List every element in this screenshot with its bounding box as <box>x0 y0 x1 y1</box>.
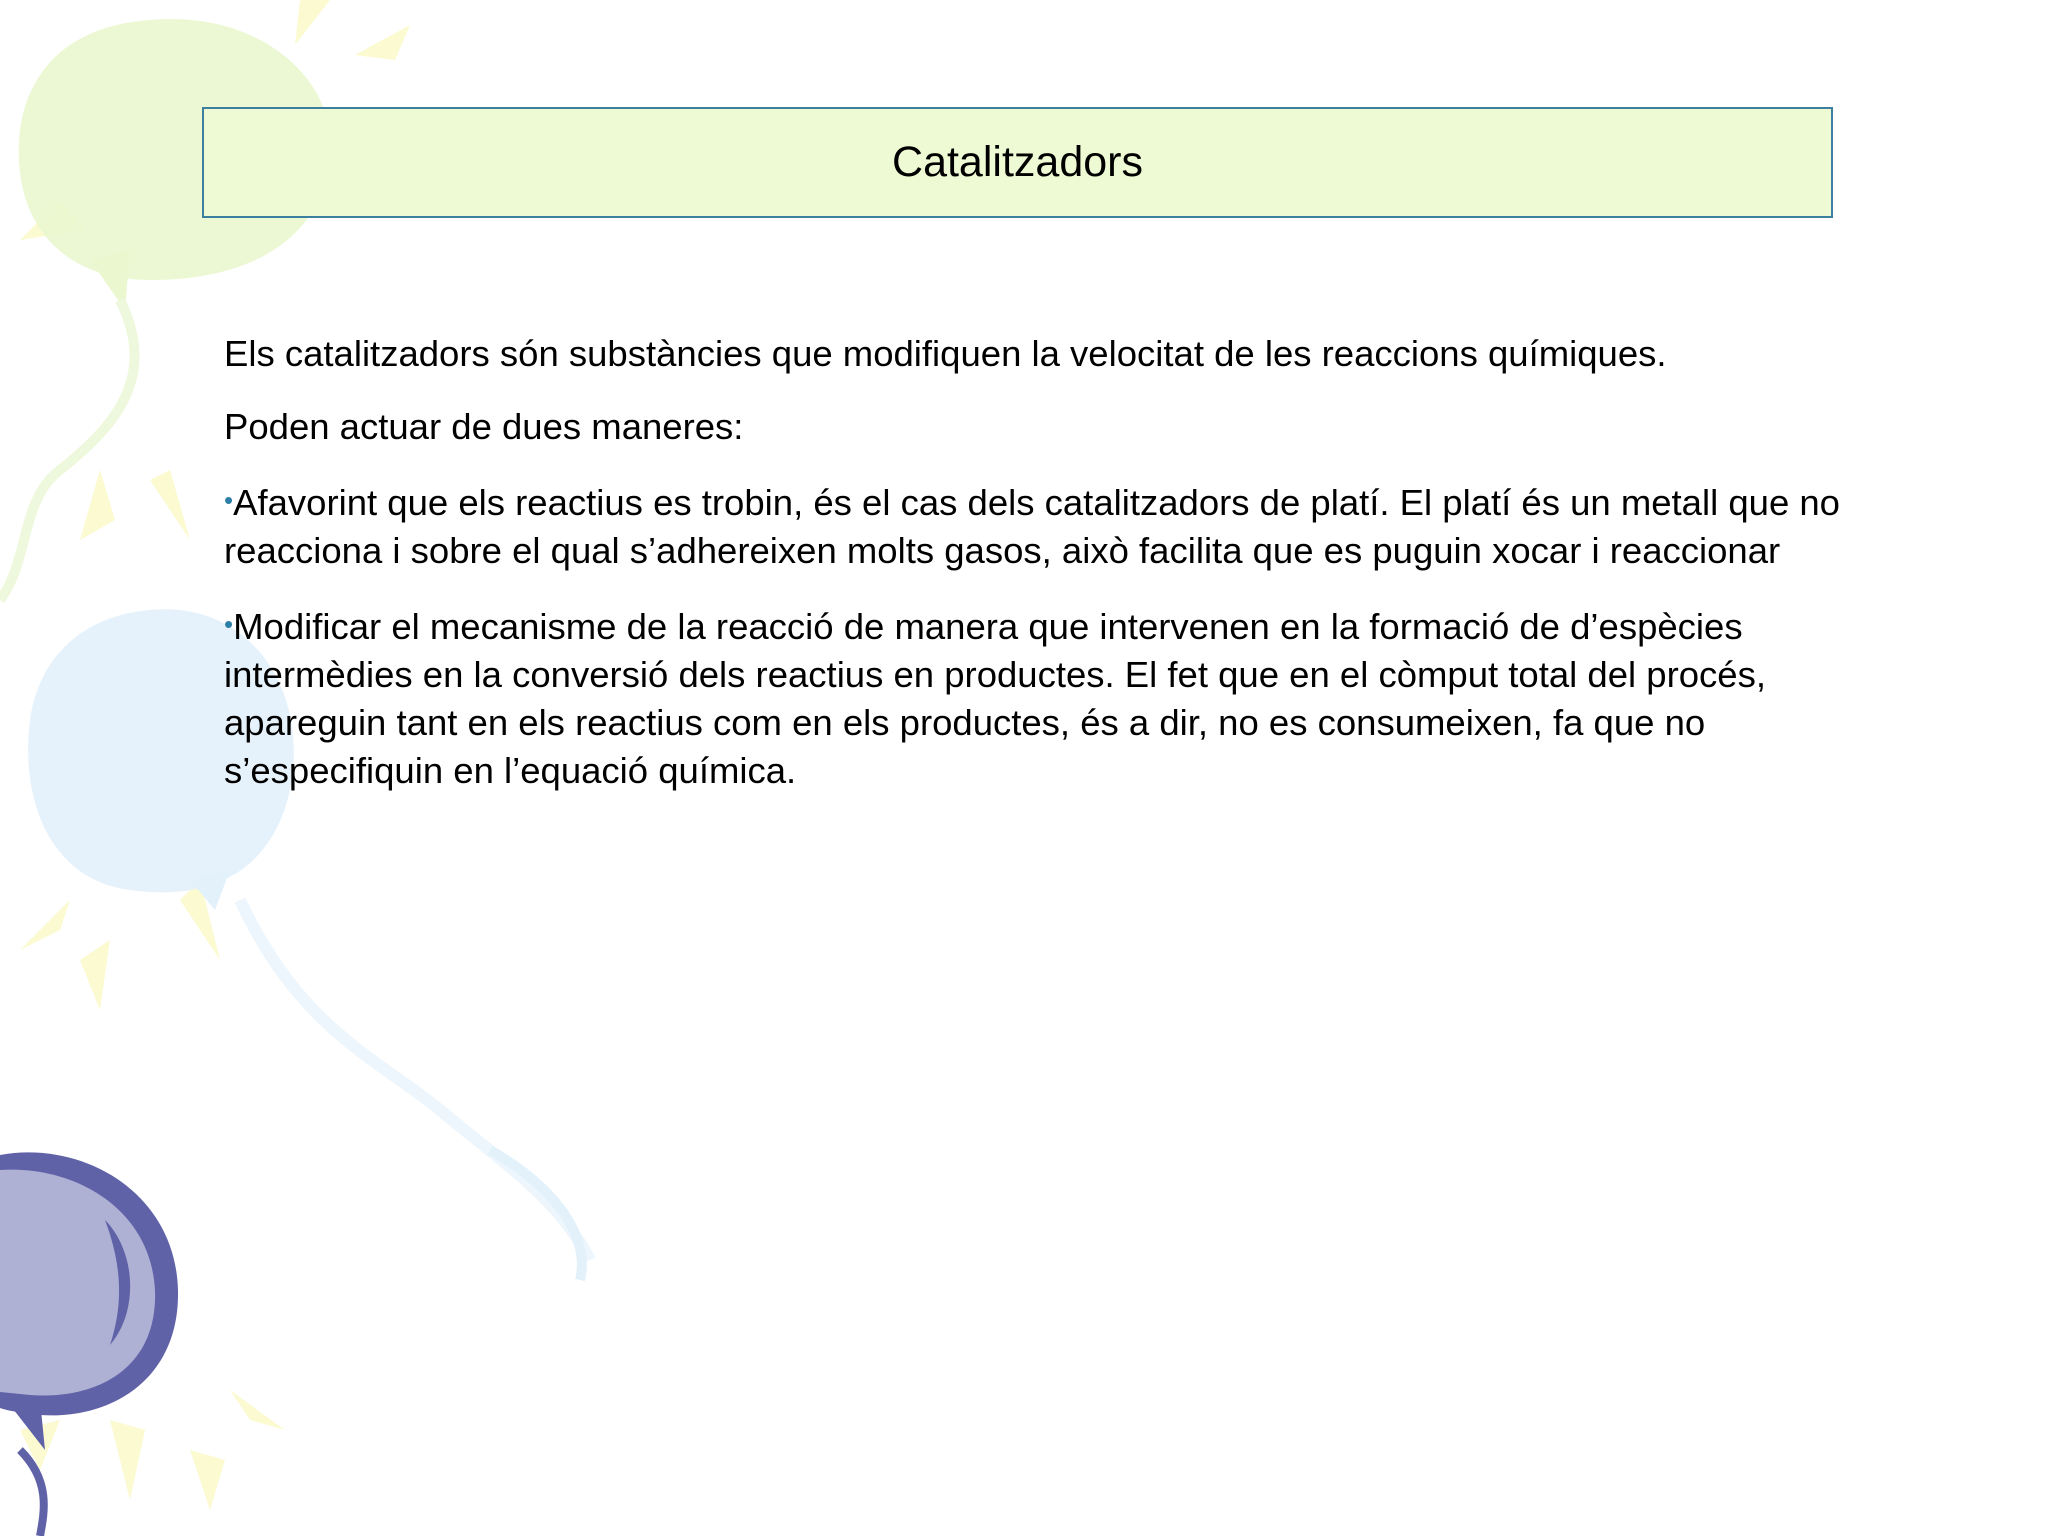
bullet-text: Modificar el mecanisme de la reacció de manera que intervenen en la formació de d’espècies intermèdies en la conversió dels reactius en productes. El fet que en el còmput total del procés, apareguin tant en els reactius com en els productes, és a dir, no es consumeixen, fa que no s’especifiquin en l’equació química. <box>224 606 1766 791</box>
ways-paragraph-text: Poden actuar de dues maneres: <box>224 406 744 447</box>
intro-paragraph-text: Els catalitzadors són substàncies que modifiquen la velocitat de les reaccions químiques. <box>224 333 1667 374</box>
bullet-marker: • <box>224 485 234 515</box>
bullet-item <box>224 600 1864 795</box>
bullet-marker: • <box>224 609 234 639</box>
title-box <box>202 107 1833 218</box>
balloon-purple-icon <box>0 1152 178 1536</box>
slide-body <box>224 330 1864 820</box>
slide-title: Catalitzadors <box>892 138 1143 186</box>
bullet-item <box>224 476 1864 575</box>
intro-paragraph <box>224 330 1864 378</box>
bullet-text: Afavorint que els reactius es trobin, és el cas dels catalitzadors de platí. El platí és un metall que no reacciona i sobre el qual s’adhereixen molts gasos, això facilita que es puguin xocar i reaccionar <box>224 482 1840 571</box>
ways-paragraph <box>224 403 1864 451</box>
